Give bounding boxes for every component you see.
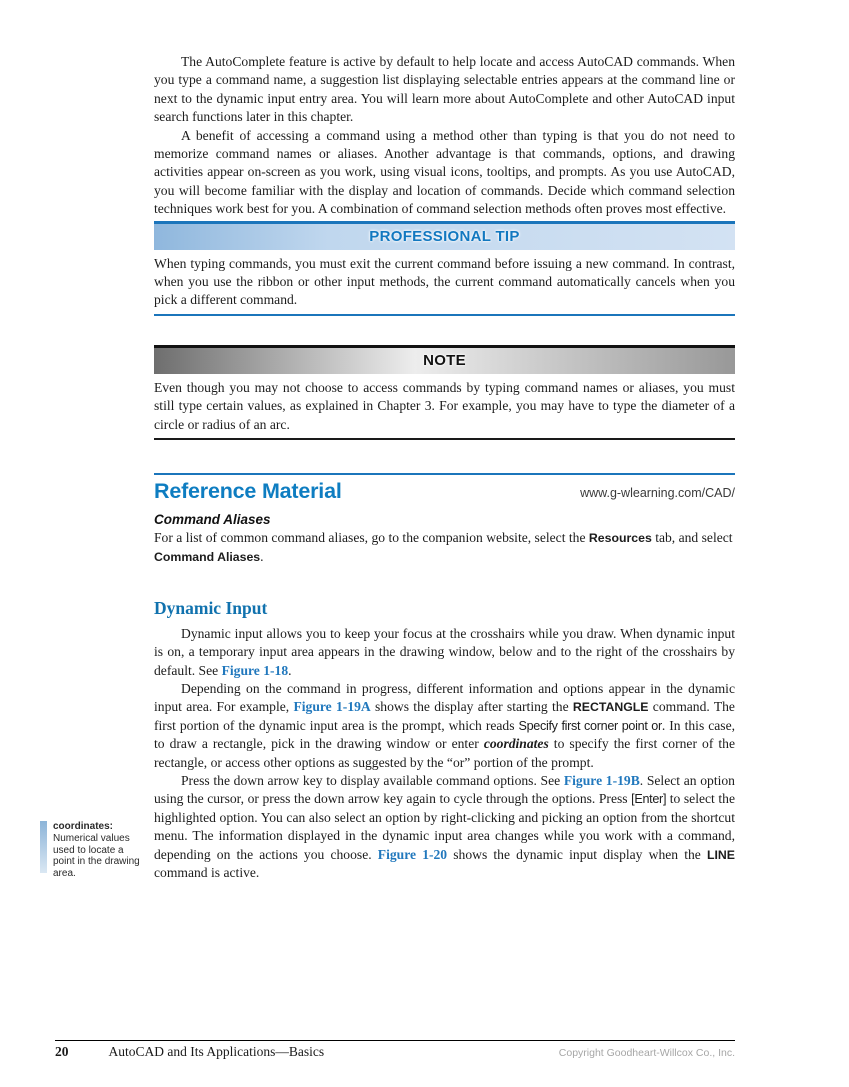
text-segment: Specify first corner point or bbox=[518, 718, 662, 733]
dynamic-input-paragraph-2 bbox=[154, 680, 735, 772]
top-margin bbox=[154, 0, 735, 53]
text-segment: shows the dynamic input display when the bbox=[447, 846, 707, 862]
margin-note-text bbox=[53, 821, 142, 880]
text-segment: Resources bbox=[588, 531, 652, 546]
dynamic-input-paragraph-3 bbox=[154, 772, 735, 882]
professional-tip-end-rule bbox=[154, 314, 735, 316]
footer-rule bbox=[55, 1040, 735, 1041]
professional-tip-title: PROFESSIONAL TIP bbox=[369, 228, 520, 246]
paragraph-command-benefit: A benefit of accessing a command using a method other than typing is that you do not need to memorize command names or aliases. Another advantage is that commands, options, and drawing activities appear on-screen as you work, using visual icons, tooltips, and prompts. As you use AutoCAD, you will become familiar with the display and location of commands. Decide which command selection techniques work best for you. A combination of command selection methods often proves most effective. bbox=[154, 127, 735, 217]
figure-reference-link[interactable]: Figure 1-19B bbox=[563, 772, 640, 788]
dynamic-input-paragraph-1 bbox=[154, 625, 735, 680]
margin-definition-note bbox=[40, 821, 142, 880]
reference-material-top-rule bbox=[154, 473, 735, 475]
companion-website-url[interactable]: www.g-wlearning.com/CAD/ bbox=[580, 486, 735, 501]
figure-reference-link[interactable]: Figure 1-19A bbox=[293, 699, 371, 715]
note-end-rule bbox=[154, 438, 735, 440]
text-segment: coordinates bbox=[483, 736, 549, 752]
reference-material-subtitle: Command Aliases bbox=[154, 512, 271, 528]
text-segment: [Enter] bbox=[631, 792, 667, 807]
text-segment: . In this case, to draw a rectangle, pick in the drawing window or enter bbox=[154, 717, 735, 752]
dynamic-input-heading: Dynamic Input bbox=[154, 597, 268, 618]
reference-material-body bbox=[154, 529, 735, 567]
main-text-column bbox=[154, 0, 735, 882]
text-segment: RECTANGLE bbox=[572, 700, 649, 715]
note-banner bbox=[154, 345, 735, 374]
copyright-notice: Copyright Goodheart-Willcox Co., Inc. bbox=[558, 1047, 735, 1059]
text-segment: command is active. bbox=[154, 864, 260, 880]
text-segment: For a list of common command aliases, go to the companion website, select the bbox=[154, 530, 589, 546]
reference-material-title: Reference Material bbox=[154, 479, 342, 504]
figure-reference-link[interactable]: Figure 1-20 bbox=[377, 846, 448, 862]
margin-note-term: coordinates: bbox=[53, 821, 114, 832]
text-segment: . bbox=[260, 548, 264, 564]
text-segment: . bbox=[288, 662, 292, 678]
text-segment: LINE bbox=[706, 847, 735, 862]
text-segment: Depending on the command in progress, different information and options appear in the dynamic input area. For example, bbox=[154, 680, 735, 715]
margin-note-accent-bar bbox=[40, 821, 47, 873]
text-segment: Dynamic input allows you to keep your focus at the crosshairs while you draw. When dynamic input is on, a temporary input area appears in the drawing window, below and to the right of the crosshairs by default. See bbox=[154, 625, 735, 678]
book-title: AutoCAD and Its Applications—Basics bbox=[108, 1044, 325, 1059]
text-segment: Command Aliases bbox=[154, 549, 261, 564]
figure-reference-link[interactable]: Figure 1-18 bbox=[221, 662, 289, 678]
text-segment: . Select an option using the cursor, or press the down arrow key again to cycle through the options. Press bbox=[154, 772, 735, 807]
page-number: 20 bbox=[55, 1044, 69, 1059]
reference-material-header bbox=[154, 478, 735, 504]
text-segment: Press the down arrow key to display available command options. See bbox=[181, 772, 564, 788]
paragraph-autocomplete: The AutoComplete feature is active by default to help locate and access AutoCAD commands. When you type a command name, a suggestion list displaying selectable entries appears at the command line or next to the dynamic input entry area. You will learn more about AutoComplete and other AutoCAD input search functions later in this chapter. bbox=[154, 54, 735, 125]
text-segment: to select the highlighted option. You can also select an option by right-clicking and picking an option from the shortcut menu. The information displayed in the dynamic input area changes while you work with a command, depending on the actions you choose. bbox=[154, 791, 735, 862]
professional-tip-banner bbox=[154, 221, 735, 250]
footer bbox=[55, 1044, 735, 1060]
margin-note-definition: Numerical values used to locate a point in the drawing area. bbox=[53, 832, 140, 880]
text-segment: tab, and select bbox=[651, 530, 733, 546]
text-segment: to specify the first corner of the rectangle, or access other options as suggested by the “or” portion of the prompt. bbox=[154, 736, 735, 770]
text-segment: command. The first portion of the dynamic input area is the prompt, which reads bbox=[154, 699, 735, 733]
professional-tip-body: When typing commands, you must exit the current command before issuing a new command. In contrast, when you use the ribbon or other input methods, the current command automatically cancels when you pick a different command. bbox=[154, 255, 735, 308]
text-segment: shows the display after starting the bbox=[370, 699, 573, 715]
note-title: NOTE bbox=[423, 352, 466, 370]
note-body: Even though you may not choose to access commands by typing command names or aliases, you must still type certain values, as explained in Chapter 3. For example, you may have to type the diameter of a circle or radius of an arc. bbox=[154, 379, 735, 432]
